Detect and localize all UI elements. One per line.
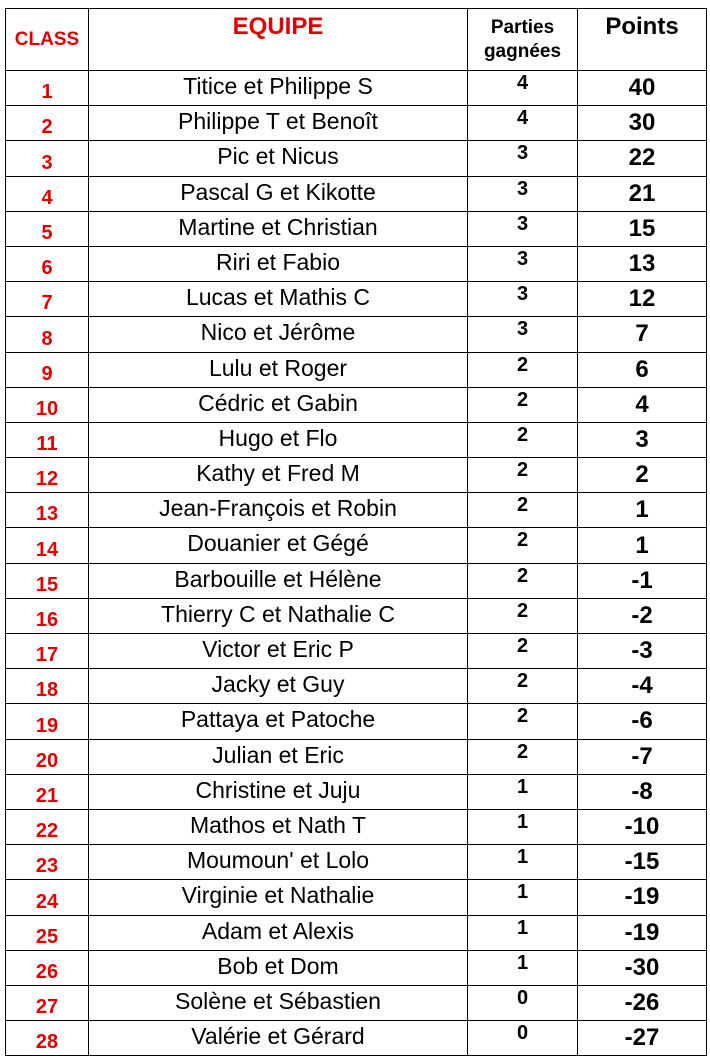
table-row <box>6 493 707 528</box>
rank-cell: 16 <box>6 598 89 633</box>
rank-cell: 12 <box>6 458 89 493</box>
points-cell: -1 <box>578 563 707 598</box>
games-won-cell: 1 <box>468 845 578 880</box>
points-cell: 21 <box>578 176 707 211</box>
ranking-table-container <box>5 8 707 1056</box>
games-won-cell: 2 <box>468 563 578 598</box>
table-row <box>6 915 707 950</box>
games-won-cell: 2 <box>468 352 578 387</box>
games-won-cell: 1 <box>468 915 578 950</box>
points-cell: -26 <box>578 985 707 1020</box>
table-row <box>6 352 707 387</box>
rank-cell: 2 <box>6 106 89 141</box>
table-row <box>6 246 707 281</box>
rank-cell: 21 <box>6 774 89 809</box>
table-row <box>6 317 707 352</box>
points-cell: 12 <box>578 282 707 317</box>
rank-cell: 26 <box>6 950 89 985</box>
table-row <box>6 774 707 809</box>
rank-cell: 8 <box>6 317 89 352</box>
points-cell: -7 <box>578 739 707 774</box>
games-won-cell: 4 <box>468 71 578 106</box>
table-row <box>6 211 707 246</box>
team-name-cell: Pascal G et Kikotte <box>89 176 468 211</box>
rank-cell: 23 <box>6 845 89 880</box>
team-name-cell: Moumoun' et Lolo <box>89 845 468 880</box>
table-body <box>6 71 707 1056</box>
table-row <box>6 71 707 106</box>
points-cell: -10 <box>578 809 707 844</box>
rank-cell: 7 <box>6 282 89 317</box>
table-row <box>6 634 707 669</box>
points-cell: 6 <box>578 352 707 387</box>
team-name-cell: Cédric et Gabin <box>89 387 468 422</box>
team-name-cell: Titice et Philippe S <box>89 71 468 106</box>
team-name-cell: Bob et Dom <box>89 950 468 985</box>
points-cell: 3 <box>578 422 707 457</box>
header-class: CLASS <box>6 9 89 71</box>
rank-cell: 28 <box>6 1021 89 1056</box>
rank-cell: 15 <box>6 563 89 598</box>
points-cell: 22 <box>578 141 707 176</box>
team-name-cell: Pic et Nicus <box>89 141 468 176</box>
table-row <box>6 809 707 844</box>
team-name-cell: Lulu et Roger <box>89 352 468 387</box>
games-won-cell: 2 <box>468 493 578 528</box>
games-won-cell: 3 <box>468 246 578 281</box>
team-name-cell: Valérie et Gérard <box>89 1021 468 1056</box>
games-won-cell: 4 <box>468 106 578 141</box>
team-name-cell: Jacky et Guy <box>89 669 468 704</box>
rank-cell: 9 <box>6 352 89 387</box>
team-name-cell: Martine et Christian <box>89 211 468 246</box>
points-cell: -19 <box>578 880 707 915</box>
games-won-cell: 2 <box>468 458 578 493</box>
table-row <box>6 563 707 598</box>
team-name-cell: Virginie et Nathalie <box>89 880 468 915</box>
rank-cell: 20 <box>6 739 89 774</box>
team-name-cell: Thierry C et Nathalie C <box>89 598 468 633</box>
rank-cell: 19 <box>6 704 89 739</box>
header-games-won <box>468 9 578 71</box>
games-won-cell: 0 <box>468 985 578 1020</box>
rank-cell: 3 <box>6 141 89 176</box>
games-won-cell: 2 <box>468 669 578 704</box>
team-name-cell: Riri et Fabio <box>89 246 468 281</box>
points-cell: -3 <box>578 634 707 669</box>
table-row <box>6 458 707 493</box>
games-won-cell: 3 <box>468 176 578 211</box>
points-cell: -15 <box>578 845 707 880</box>
points-cell: -4 <box>578 669 707 704</box>
rank-cell: 6 <box>6 246 89 281</box>
table-row <box>6 739 707 774</box>
points-cell: 1 <box>578 528 707 563</box>
rank-cell: 24 <box>6 880 89 915</box>
rank-cell: 10 <box>6 387 89 422</box>
points-cell: 1 <box>578 493 707 528</box>
games-won-cell: 2 <box>468 422 578 457</box>
games-won-cell: 1 <box>468 809 578 844</box>
rank-cell: 11 <box>6 422 89 457</box>
team-name-cell: Jean-François et Robin <box>89 493 468 528</box>
table-row <box>6 106 707 141</box>
header-games-won-line2: gagnées <box>483 40 562 62</box>
table-row <box>6 176 707 211</box>
team-name-cell: Nico et Jérôme <box>89 317 468 352</box>
games-won-cell: 2 <box>468 704 578 739</box>
games-won-cell: 2 <box>468 739 578 774</box>
points-cell: 15 <box>578 211 707 246</box>
rank-cell: 5 <box>6 211 89 246</box>
team-name-cell: Barbouille et Hélène <box>89 563 468 598</box>
points-cell: 30 <box>578 106 707 141</box>
team-name-cell: Victor et Eric P <box>89 634 468 669</box>
team-name-cell: Adam et Alexis <box>89 915 468 950</box>
table-row <box>6 282 707 317</box>
rank-cell: 1 <box>6 71 89 106</box>
table-row <box>6 528 707 563</box>
team-name-cell: Julian et Eric <box>89 739 468 774</box>
games-won-cell: 2 <box>468 634 578 669</box>
points-cell: 7 <box>578 317 707 352</box>
table-row <box>6 387 707 422</box>
header-team: EQUIPE <box>89 9 468 71</box>
games-won-cell: 2 <box>468 598 578 633</box>
team-name-cell: Kathy et Fred M <box>89 458 468 493</box>
points-cell: 2 <box>578 458 707 493</box>
games-won-cell: 3 <box>468 317 578 352</box>
team-name-cell: Douanier et Gégé <box>89 528 468 563</box>
points-cell: -30 <box>578 950 707 985</box>
header-games-won-line1: Parties <box>490 16 555 38</box>
points-cell: 4 <box>578 387 707 422</box>
table-header <box>6 9 707 71</box>
table-row <box>6 598 707 633</box>
points-cell: -8 <box>578 774 707 809</box>
games-won-cell: 3 <box>468 211 578 246</box>
games-won-cell: 0 <box>468 1021 578 1056</box>
team-name-cell: Lucas et Mathis C <box>89 282 468 317</box>
rank-cell: 18 <box>6 669 89 704</box>
team-name-cell: Hugo et Flo <box>89 422 468 457</box>
games-won-cell: 2 <box>468 387 578 422</box>
games-won-cell: 3 <box>468 141 578 176</box>
points-cell: -19 <box>578 915 707 950</box>
points-cell: -27 <box>578 1021 707 1056</box>
rank-cell: 17 <box>6 634 89 669</box>
games-won-cell: 3 <box>468 282 578 317</box>
games-won-cell: 1 <box>468 774 578 809</box>
rank-cell: 14 <box>6 528 89 563</box>
team-name-cell: Christine et Juju <box>89 774 468 809</box>
points-cell: 13 <box>578 246 707 281</box>
table-row <box>6 141 707 176</box>
rank-cell: 25 <box>6 915 89 950</box>
table-row <box>6 1021 707 1056</box>
header-row <box>6 9 707 71</box>
points-cell: 40 <box>578 71 707 106</box>
table-row <box>6 880 707 915</box>
table-row <box>6 950 707 985</box>
ranking-table <box>5 8 707 1056</box>
team-name-cell: Pattaya et Patoche <box>89 704 468 739</box>
table-row <box>6 845 707 880</box>
rank-cell: 22 <box>6 809 89 844</box>
rank-cell: 4 <box>6 176 89 211</box>
team-name-cell: Solène et Sébastien <box>89 985 468 1020</box>
team-name-cell: Philippe T et Benoît <box>89 106 468 141</box>
games-won-cell: 1 <box>468 950 578 985</box>
table-row <box>6 669 707 704</box>
table-row <box>6 704 707 739</box>
table-row <box>6 422 707 457</box>
games-won-cell: 1 <box>468 880 578 915</box>
rank-cell: 13 <box>6 493 89 528</box>
games-won-cell: 2 <box>468 528 578 563</box>
team-name-cell: Mathos et Nath T <box>89 809 468 844</box>
rank-cell: 27 <box>6 985 89 1020</box>
points-cell: -6 <box>578 704 707 739</box>
points-cell: -2 <box>578 598 707 633</box>
header-points: Points <box>578 9 707 71</box>
table-row <box>6 985 707 1020</box>
